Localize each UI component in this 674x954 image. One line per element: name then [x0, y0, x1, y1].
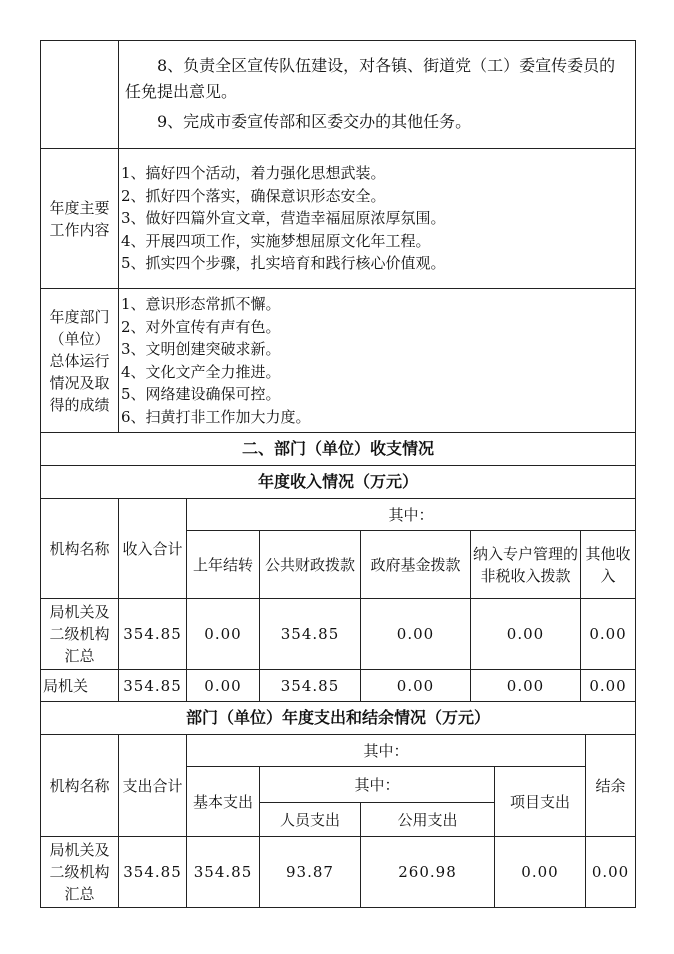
- income-title: 年度收入情况（万元）: [41, 466, 636, 499]
- expense-title: 部门（单位）年度支出和结余情况（万元）: [41, 702, 636, 735]
- expense-header-project: 项目支出: [495, 767, 586, 837]
- income-row: [41, 599, 636, 670]
- income-row-org: 局机关及二级机构汇总: [41, 599, 119, 670]
- income-header-public-finance: 公共财政拨款: [260, 531, 361, 599]
- annual-work-item: 1、搞好四个活动，着力强化思想武装。: [121, 164, 386, 183]
- achievement-item: 5、网络建设确保可控。: [121, 385, 281, 403]
- expense-header-basic: 基本支出: [187, 767, 260, 837]
- duty-item-8: 8、负责全区宣传队伍建设，对各镇、街道党（工）委宣传委员的任免提出意见。: [125, 55, 616, 101]
- expense-row-project: 0.00: [495, 837, 586, 908]
- income-header-among: 其中：: [187, 499, 636, 531]
- achievements-items: [119, 289, 636, 433]
- income-row-gov-fund: 0.00: [361, 599, 471, 670]
- expense-header-public-use: 公用支出: [361, 803, 495, 837]
- achievements-label: 年度部门（单位）总体运行情况及取得的成绩: [41, 289, 119, 433]
- income-row-gov-fund: 0.00: [361, 670, 471, 702]
- annual-work-row: [41, 149, 636, 289]
- expense-row-public-use: 260.98: [361, 837, 495, 908]
- annual-work-label: 年度主要工作内容: [41, 149, 119, 289]
- income-row-total: 354.85: [119, 599, 187, 670]
- annual-work-items: [119, 149, 636, 289]
- income-header-row-1: [41, 499, 636, 531]
- achievement-item: 2、对外宣传有声有色。: [121, 317, 281, 336]
- achievement-item: 1、意识形态常抓不懈。: [121, 295, 281, 313]
- expense-row-org: 局机关及二级机构汇总: [41, 837, 119, 908]
- expense-title-row: [41, 702, 636, 735]
- expense-row-total: 354.85: [119, 837, 187, 908]
- duties-label-cell: [41, 41, 119, 149]
- income-header-total: 收入合计: [119, 499, 187, 599]
- expense-header-personnel: 人员支出: [260, 803, 361, 837]
- income-row: [41, 670, 636, 702]
- duties-row: [41, 41, 636, 149]
- annual-work-item: 4、开展四项工作，实施梦想屈原文化年工程。: [121, 231, 431, 250]
- income-header-org: 机构名称: [41, 499, 119, 599]
- income-row-other: 0.00: [581, 599, 636, 670]
- income-row-non-tax: 0.00: [471, 599, 581, 670]
- expense-header-row-1: [41, 735, 636, 767]
- section2-title: 二、部门（单位）收支情况: [41, 433, 636, 466]
- expense-table: [40, 734, 636, 908]
- income-row-other: 0.00: [581, 670, 636, 702]
- duty-item-9: 9、完成市委宣传部和区委交办的其他任务。: [157, 111, 472, 131]
- achievement-item: 3、文明创建突破求新。: [121, 340, 281, 358]
- income-row-non-tax: 0.00: [471, 670, 581, 702]
- income-header-carryover: 上年结转: [187, 531, 260, 599]
- expense-header-balance: 结余: [586, 735, 636, 837]
- income-title-row: [41, 466, 636, 499]
- duties-cell: [119, 41, 636, 149]
- achievements-row: [41, 289, 636, 433]
- expense-row: [41, 837, 636, 908]
- budget-document: [40, 40, 635, 908]
- expense-row-basic: 354.85: [187, 837, 260, 908]
- income-row-public-finance: 354.85: [260, 599, 361, 670]
- expense-header-among: 其中：: [187, 735, 586, 767]
- income-header-gov-fund: 政府基金拨款: [361, 531, 471, 599]
- income-header-other: 其他收入: [581, 531, 636, 599]
- expense-header-org: 机构名称: [41, 735, 119, 837]
- expense-row-personnel: 93.87: [260, 837, 361, 908]
- achievement-item: 4、文化文产全力推进。: [121, 362, 281, 381]
- expense-header-total: 支出合计: [119, 735, 187, 837]
- expense-header-among2: 其中：: [260, 767, 495, 803]
- achievement-item: 6、扫黄打非工作加大力度。: [121, 407, 311, 426]
- income-row-public-finance: 354.85: [260, 670, 361, 702]
- income-header-non-tax: 纳入专户管理的非税收入拨款: [471, 531, 581, 599]
- income-row-org: 局机关: [41, 670, 119, 702]
- budget-table: [40, 40, 636, 735]
- annual-work-item: 5、抓实四个步骤，扎实培育和践行核心价值观。: [121, 254, 446, 273]
- expense-row-balance: 0.00: [586, 837, 636, 908]
- income-row-total: 354.85: [119, 670, 187, 702]
- income-row-carryover: 0.00: [187, 670, 260, 702]
- annual-work-item: 3、做好四篇外宣文章，营造幸福屈原浓厚氛围。: [121, 209, 446, 228]
- income-row-carryover: 0.00: [187, 599, 260, 670]
- section2-title-row: [41, 433, 636, 466]
- annual-work-item: 2、抓好四个落实，确保意识形态安全。: [121, 186, 386, 205]
